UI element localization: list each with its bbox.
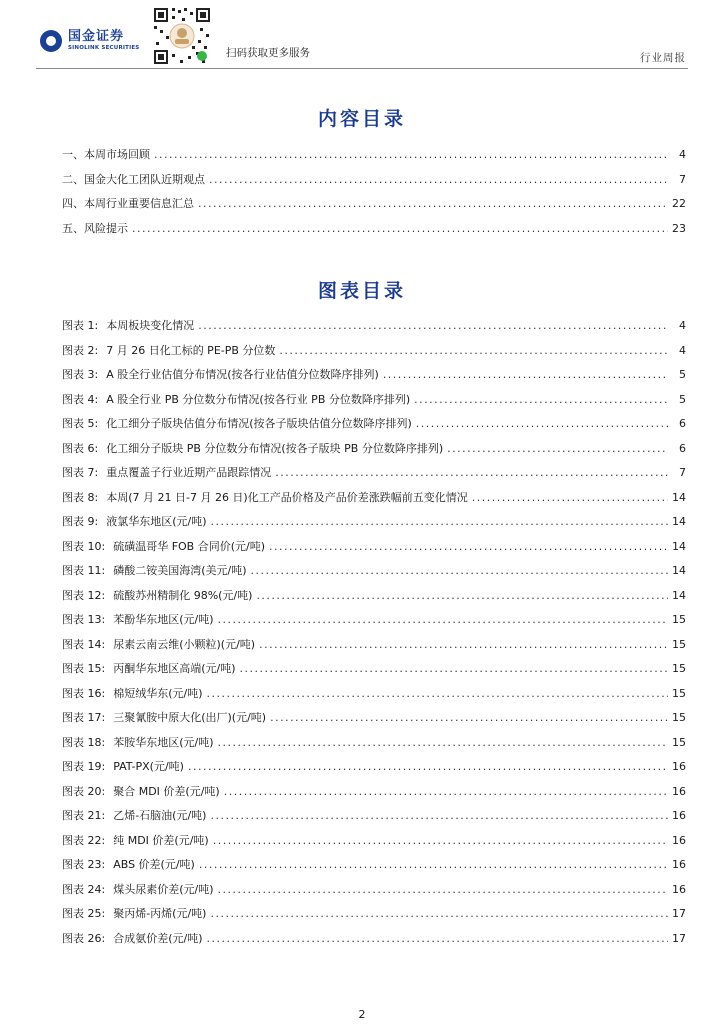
figure-row-leader bbox=[270, 711, 668, 724]
figure-row-title: 化工细分子版块 PB 分位数分布情况(按各子版块 PB 分位数降序排列) bbox=[106, 441, 444, 455]
figure-row-number: 图表 5: bbox=[62, 417, 99, 430]
figure-row[interactable] bbox=[62, 636, 686, 661]
figure-row[interactable] bbox=[62, 538, 686, 563]
figure-row[interactable] bbox=[62, 391, 686, 416]
figure-row-title: 硫磺温哥华 FOB 合同价(元/吨) bbox=[113, 539, 266, 553]
figure-row-page: 14 bbox=[672, 588, 686, 602]
figure-row[interactable] bbox=[62, 513, 686, 538]
figure-row-leader bbox=[218, 883, 669, 896]
figure-row-page: 4 bbox=[679, 319, 686, 332]
figure-row-title: 本周板块变化情况 bbox=[106, 319, 195, 332]
figure-row[interactable] bbox=[62, 930, 686, 955]
figure-row-number: 图表 24: bbox=[62, 882, 106, 896]
figure-row-page: 6 bbox=[679, 441, 686, 455]
toc-row-label: 二、国金大化工团队近期观点 bbox=[62, 172, 205, 186]
logo-english-name: SINOLINK SECURITIES bbox=[68, 45, 140, 51]
figure-row-number: 图表 6: bbox=[62, 441, 99, 455]
company-logo bbox=[40, 30, 139, 52]
figure-row-leader bbox=[256, 589, 668, 602]
toc-row[interactable] bbox=[62, 195, 686, 220]
figure-row-number: 图表 18: bbox=[62, 735, 106, 749]
figure-row-number: 图表 11: bbox=[62, 564, 106, 577]
figure-row-page: 5 bbox=[679, 392, 686, 406]
figure-row-title: A 股全行业估值分布情况(按各行业估值分位数降序排列) bbox=[106, 368, 379, 381]
toc-row[interactable] bbox=[62, 146, 686, 171]
figure-row-title: A 股全行业 PB 分位数分布情况(按各行业 PB 分位数降序排列) bbox=[106, 392, 411, 406]
toc-title: 内容目录 bbox=[317, 108, 406, 130]
figure-row[interactable] bbox=[62, 807, 686, 832]
figure-row-page: 15 bbox=[672, 735, 686, 749]
figure-row-title: 棉短绒华东(元/吨) bbox=[113, 686, 203, 700]
figure-row-number: 图表 4: bbox=[62, 392, 99, 406]
figure-row-leader bbox=[218, 736, 669, 749]
toc-row-page: 23 bbox=[672, 221, 686, 235]
figure-row-page: 15 bbox=[672, 711, 686, 724]
figure-row-title: 聚丙烯-丙烯(元/吨) bbox=[113, 907, 207, 920]
qr-code-icon bbox=[152, 6, 212, 66]
figure-row-leader bbox=[251, 564, 669, 577]
figure-row-title: 本周(7 月 21 日-7 月 26 日)化工产品价格及产品价差涨跌幅前五变化情况 bbox=[106, 490, 468, 504]
page-number: 2 bbox=[358, 1008, 366, 1021]
figure-row-leader bbox=[210, 809, 668, 822]
figure-row-page: 14 bbox=[672, 564, 686, 577]
figure-row-number: 图表 21: bbox=[62, 809, 106, 822]
figure-row[interactable] bbox=[62, 734, 686, 759]
figure-row-title: 磷酸二铵美国海湾(美元/吨) bbox=[113, 564, 247, 577]
toc-row-label: 四、本周行业重要信息汇总 bbox=[62, 197, 194, 210]
figure-row[interactable] bbox=[62, 685, 686, 710]
figure-row-leader bbox=[207, 932, 669, 945]
figure-row[interactable] bbox=[62, 881, 686, 906]
figure-row-title: 聚合 MDI 价差(元/吨) bbox=[113, 784, 220, 798]
figure-row-number: 图表 17: bbox=[62, 711, 106, 724]
figure-row[interactable] bbox=[62, 366, 686, 391]
figures-list bbox=[62, 317, 686, 954]
figure-row[interactable] bbox=[62, 489, 686, 514]
figure-row-leader bbox=[218, 613, 669, 626]
figure-row[interactable] bbox=[62, 440, 686, 465]
figure-row-page: 17 bbox=[672, 907, 686, 920]
figure-row-number: 图表 8: bbox=[62, 490, 99, 504]
figure-row-page: 14 bbox=[672, 490, 686, 504]
figure-row[interactable] bbox=[62, 783, 686, 808]
figure-row-number: 图表 2: bbox=[62, 343, 99, 357]
toc-row-leader bbox=[209, 173, 668, 186]
figure-row[interactable] bbox=[62, 660, 686, 685]
figure-row-number: 图表 19: bbox=[62, 760, 106, 773]
figure-row-number: 图表 7: bbox=[62, 466, 99, 479]
figure-row-page: 14 bbox=[672, 515, 686, 528]
figure-row[interactable] bbox=[62, 856, 686, 881]
figure-row-leader bbox=[447, 442, 668, 455]
figure-row[interactable] bbox=[62, 758, 686, 783]
figure-row[interactable] bbox=[62, 464, 686, 489]
figure-row[interactable] bbox=[62, 342, 686, 367]
figure-row-page: 16 bbox=[672, 784, 686, 798]
figures-title: 图表目录 bbox=[317, 280, 406, 302]
toc-row-page: 7 bbox=[679, 172, 686, 186]
figure-row-number: 图表 23: bbox=[62, 858, 106, 871]
figure-row-leader bbox=[472, 491, 668, 504]
figure-row-title: 苯胺华东地区(元/吨) bbox=[113, 735, 214, 749]
toc-list bbox=[62, 146, 686, 244]
figure-row-number: 图表 25: bbox=[62, 907, 106, 920]
figure-row-page: 5 bbox=[679, 368, 686, 381]
figure-row-leader bbox=[210, 907, 668, 920]
figure-row-number: 图表 12: bbox=[62, 588, 106, 602]
figure-row-number: 图表 1: bbox=[62, 319, 99, 332]
figure-row[interactable] bbox=[62, 611, 686, 636]
figure-row-leader bbox=[207, 687, 669, 700]
toc-row[interactable] bbox=[62, 220, 686, 245]
logo-mark-icon bbox=[40, 30, 62, 52]
figure-row-title: 化工细分子版块估值分布情况(按各子版块估值分位数降序排列) bbox=[106, 417, 412, 430]
figure-row-title: ABS 价差(元/吨) bbox=[113, 858, 195, 871]
figure-row-number: 图表 16: bbox=[62, 686, 106, 700]
figure-row-leader bbox=[275, 466, 668, 479]
figure-row-number: 图表 14: bbox=[62, 637, 106, 651]
figure-row-title: 硫酸苏州精制化 98%(元/吨) bbox=[113, 588, 253, 602]
toc-row-page: 22 bbox=[672, 197, 686, 210]
figure-row-leader bbox=[224, 785, 668, 798]
logo-chinese-name: 国金证券 bbox=[68, 29, 125, 44]
figure-row-title: 液氯华东地区(元/吨) bbox=[106, 515, 207, 528]
figure-row-title: 尿素云南云维(小颗粒)(元/吨) bbox=[113, 637, 256, 651]
figure-row[interactable] bbox=[62, 709, 686, 734]
toc-row-leader bbox=[132, 222, 668, 235]
figure-row-title: 重点覆盖子行业近期产品跟踪情况 bbox=[106, 466, 272, 479]
figure-row-title: 乙烯-石脑油(元/吨) bbox=[113, 809, 207, 822]
scan-for-service-text: 扫码获取更多服务 bbox=[226, 47, 310, 59]
figure-row-number: 图表 13: bbox=[62, 613, 106, 626]
toc-row-leader bbox=[198, 197, 668, 210]
figure-row-page: 17 bbox=[672, 931, 686, 945]
header-divider bbox=[36, 68, 688, 69]
figure-row-leader bbox=[188, 760, 668, 773]
page-header bbox=[0, 0, 724, 70]
figure-row[interactable] bbox=[62, 415, 686, 440]
figure-row-page: 16 bbox=[672, 858, 686, 871]
figure-row-page: 15 bbox=[672, 637, 686, 651]
figure-row-leader bbox=[198, 319, 668, 332]
figure-row-title: 纯 MDI 价差(元/吨) bbox=[113, 833, 209, 847]
toc-row-label: 一、本周市场回顾 bbox=[62, 148, 150, 161]
figure-row-number: 图表 10: bbox=[62, 539, 106, 553]
figure-row-title: 煤头尿素价差(元/吨) bbox=[113, 882, 214, 896]
report-type-label: 行业周报 bbox=[640, 52, 686, 64]
figure-row-number: 图表 3: bbox=[62, 368, 99, 381]
toc-row-leader bbox=[154, 148, 668, 161]
toc-row-label: 五、风险提示 bbox=[62, 221, 128, 235]
figure-row-page: 7 bbox=[679, 466, 686, 479]
figure-row-number: 图表 22: bbox=[62, 833, 106, 847]
figure-row-page: 14 bbox=[672, 539, 686, 553]
figure-row-title: 丙酮华东地区高端(元/吨) bbox=[113, 662, 236, 675]
figure-row-leader bbox=[211, 515, 669, 528]
figure-row-page: 4 bbox=[679, 343, 686, 357]
figure-row-leader bbox=[416, 417, 668, 430]
figure-row-page: 16 bbox=[672, 760, 686, 773]
figure-row-number: 图表 20: bbox=[62, 784, 106, 798]
figure-row-leader bbox=[414, 393, 668, 406]
figure-row[interactable] bbox=[62, 317, 686, 342]
figure-row-page: 15 bbox=[672, 613, 686, 626]
figure-row[interactable] bbox=[62, 832, 686, 857]
figure-row-leader bbox=[259, 638, 668, 651]
figure-row-page: 16 bbox=[672, 882, 686, 896]
figure-row[interactable] bbox=[62, 905, 686, 930]
figure-row-number: 图表 9: bbox=[62, 515, 99, 528]
figure-row[interactable] bbox=[62, 562, 686, 587]
figure-row-page: 16 bbox=[672, 809, 686, 822]
figure-row[interactable] bbox=[62, 587, 686, 612]
figure-row-leader bbox=[383, 368, 668, 381]
figure-row-page: 15 bbox=[672, 662, 686, 675]
figure-row-title: 苯酚华东地区(元/吨) bbox=[113, 613, 214, 626]
toc-row[interactable] bbox=[62, 171, 686, 196]
figure-row-page: 16 bbox=[672, 833, 686, 847]
figure-row-title: 合成氨价差(元/吨) bbox=[113, 931, 203, 945]
figure-row-number: 图表 15: bbox=[62, 662, 106, 675]
toc-row-page: 4 bbox=[679, 148, 686, 161]
figure-row-leader bbox=[269, 540, 668, 553]
figure-row-page: 15 bbox=[672, 686, 686, 700]
figure-row-leader bbox=[199, 858, 668, 871]
figure-row-page: 6 bbox=[679, 417, 686, 430]
figure-row-leader bbox=[213, 834, 668, 847]
figure-row-number: 图表 26: bbox=[62, 931, 106, 945]
figure-row-title: PAT-PX(元/吨) bbox=[113, 760, 184, 773]
figure-row-leader bbox=[279, 344, 668, 357]
figure-row-title: 7 月 26 日化工标的 PE-PB 分位数 bbox=[106, 343, 276, 357]
figure-row-leader bbox=[240, 662, 669, 675]
figure-row-title: 三聚氰胺中原大化(出厂)(元/吨) bbox=[113, 711, 267, 724]
